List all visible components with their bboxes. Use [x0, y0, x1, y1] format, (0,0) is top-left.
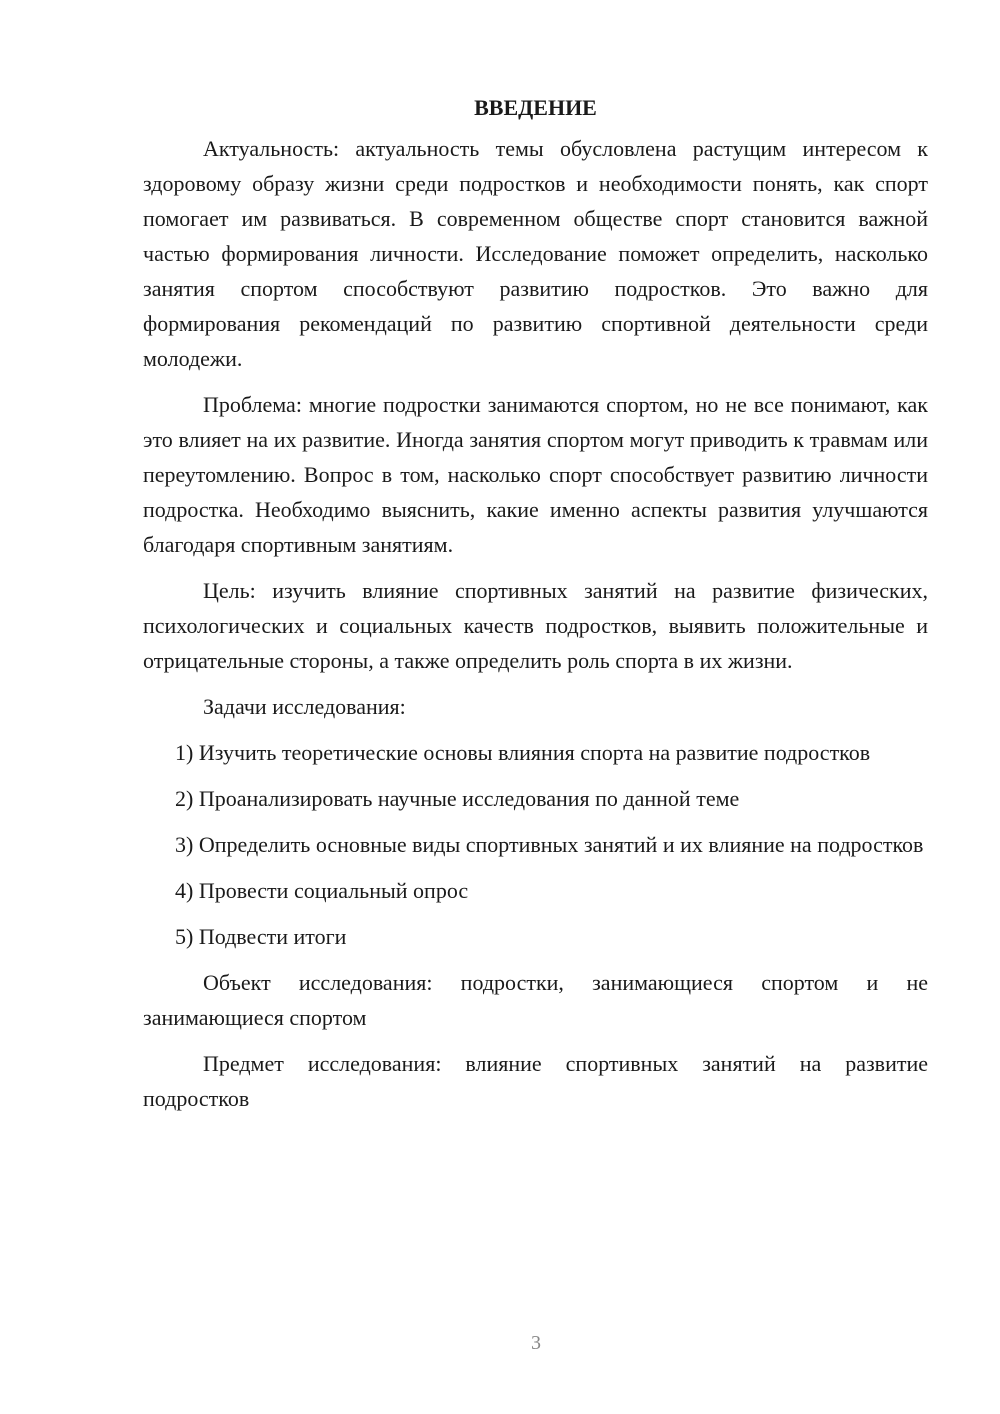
problem-paragraph: Проблема: многие подростки занимаются спортом, но не все понимают, как это влияет на их развитие. Иногда занятия спортом могут приводить к травмам или переутомлению. Вопрос в том, насколько спорт способствует развитию личности подростка. Необходимо выяснить, какие именно аспекты развития улучшаются благодаря спортивным занятиям. — [143, 392, 928, 557]
task-item-2: 2) Проанализировать научные исследования по данной теме — [175, 786, 740, 811]
object-paragraph: Объект исследования: подростки, занимающиеся спортом и не занимающиеся спортом — [143, 970, 928, 1030]
page-number: 3 — [531, 1332, 541, 1354]
subject-paragraph: Предмет исследования: влияние спортивных занятий на развитие подростков — [143, 1051, 928, 1111]
task-item-5: 5) Подвести итоги — [175, 924, 347, 949]
goal-paragraph: Цель: изучить влияние спортивных занятий на развитие физических, психологических и социальных качеств подростков, выявить положительные и отрицательные стороны, а также определить роль спорта в их жизни. — [143, 578, 928, 673]
task-item-3: 3) Определить основные виды спортивных занятий и их влияние на подростков — [175, 832, 924, 857]
task-item-1: 1) Изучить теоретические основы влияния спорта на развитие подростков — [175, 740, 871, 765]
section-title: ВВЕДЕНИЕ — [474, 95, 597, 120]
document-page — [143, 90, 928, 1127]
task-item-4: 4) Провести социальный опрос — [175, 878, 469, 903]
tasks-heading: Задачи исследования: — [203, 694, 406, 719]
relevance-paragraph: Актуальность: актуальность темы обусловлена растущим интересом к здоровому образу жизни среди подростков и необходимости понять, как спорт помогает им развиваться. В современном обществе спорт становится важной частью формирования личности. Исследование поможет определить, насколько занятия спортом способствуют развитию подростков. Это важно для формирования рекомендаций по развитию спортивной деятельности среди молодежи. — [143, 136, 928, 371]
